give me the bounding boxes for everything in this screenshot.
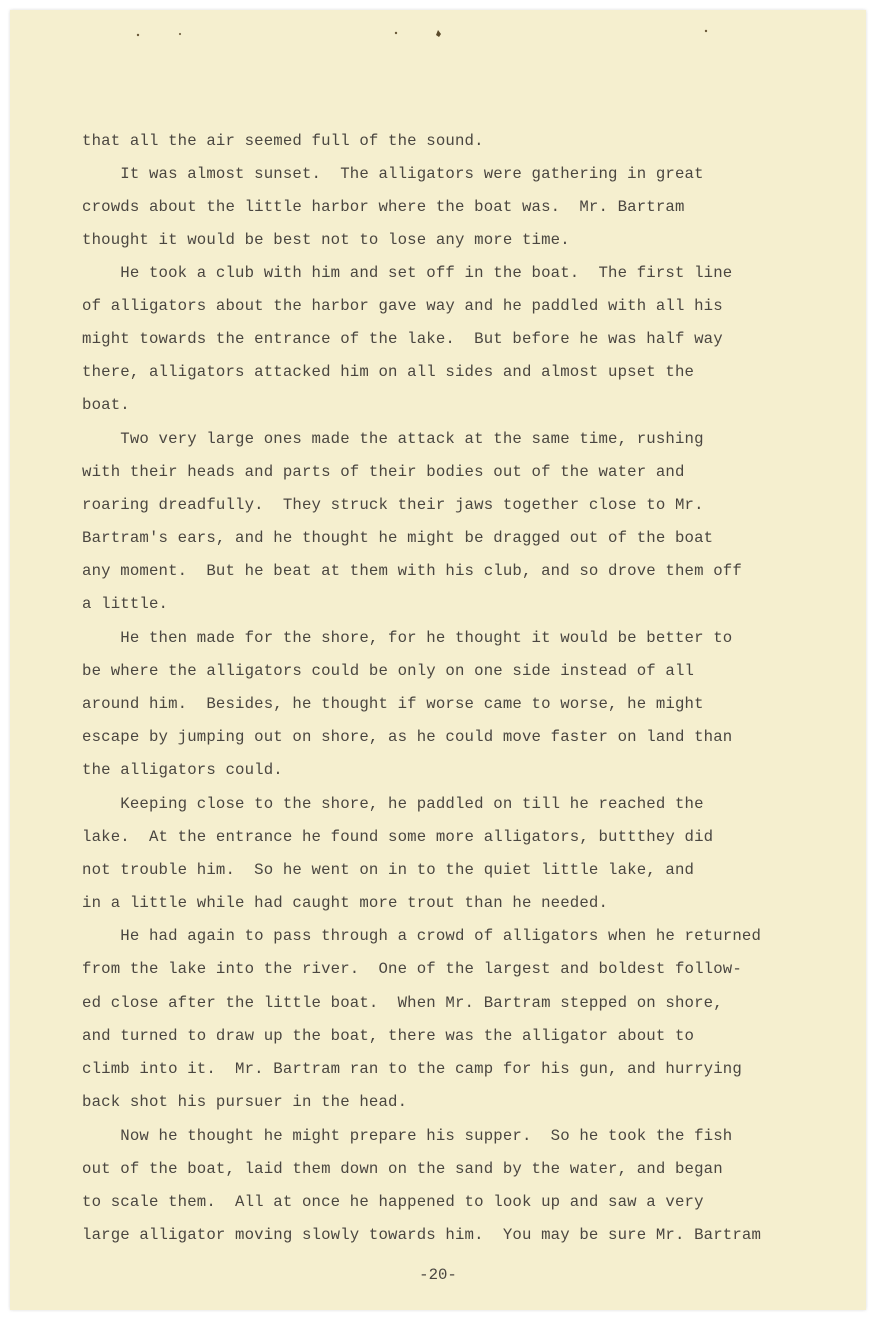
text-line-23: not trouble him. So he went on in to the quiet little lake, and — [82, 861, 695, 879]
text-line-9: boat. — [82, 396, 130, 414]
text-line-30: back shot his pursuer in the head. — [82, 1093, 408, 1111]
text-line-25: He had again to pass through a crowd of alligators when he returned — [82, 927, 762, 945]
text-line-17: be where the alligators could be only on one side instead of all — [82, 662, 695, 680]
paper-specks-decoration — [10, 10, 866, 90]
text-line-7: might towards the entrance of the lake. But before he was half way — [82, 330, 723, 348]
text-line-3: crowds about the little harbor where the boat was. Mr. Bartram — [82, 198, 685, 216]
text-line-10: Two very large ones made the attack at the same time, rushing — [82, 430, 704, 448]
text-line-28: and turned to draw up the boat, there was the alligator about to — [82, 1027, 695, 1045]
text-line-4: thought it would be best not to lose any more time. — [82, 231, 570, 249]
text-line-15: a little. — [82, 595, 169, 613]
text-line-13: Bartram's ears, and he thought he might be dragged out of the boat — [82, 529, 714, 547]
text-line-2: It was almost sunset. The alligators were gathering in great — [82, 165, 704, 183]
document-page — [10, 10, 866, 1310]
text-line-26: from the lake into the river. One of the largest and boldest follow- — [82, 960, 742, 978]
text-line-22: lake. At the entrance he found some more alligators, buttthey did — [82, 828, 714, 846]
text-line-18: around him. Besides, he thought if worse came to worse, he might — [82, 695, 704, 713]
text-line-19: escape by jumping out on shore, as he could move faster on land than — [82, 728, 733, 746]
text-line-33: to scale them. All at once he happened to look up and saw a very — [82, 1193, 704, 1211]
text-line-27: ed close after the little boat. When Mr. Bartram stepped on shore, — [82, 994, 723, 1012]
text-line-24: in a little while had caught more trout than he needed. — [82, 894, 609, 912]
text-line-14: any moment. But he beat at them with his club, and so drove them off — [82, 562, 742, 580]
text-line-29: climb into it. Mr. Bartram ran to the camp for his gun, and hurrying — [82, 1060, 742, 1078]
page-number: -20- — [419, 1266, 457, 1284]
text-line-32: out of the boat, laid them down on the sand by the water, and began — [82, 1160, 723, 1178]
text-line-31: Now he thought he might prepare his supper. So he took the fish — [82, 1127, 733, 1145]
text-line-6: of alligators about the harbor gave way and he paddled with all his — [82, 297, 723, 315]
text-line-20: the alligators could. — [82, 761, 283, 779]
text-line-11: with their heads and parts of their bodies out of the water and — [82, 463, 685, 481]
text-line-16: He then made for the shore, for he thought it would be better to — [82, 629, 733, 647]
text-line-5: He took a club with him and set off in the boat. The first line — [82, 264, 733, 282]
text-line-1: that all the air seemed full of the sound. — [82, 132, 484, 150]
text-line-12: roaring dreadfully. They struck their jaws together close to Mr. — [82, 496, 704, 514]
text-line-34: large alligator moving slowly towards him. You may be sure Mr. Bartram — [82, 1226, 762, 1244]
text-line-21: Keeping close to the shore, he paddled on till he reached the — [82, 795, 704, 813]
text-line-8: there, alligators attacked him on all sides and almost upset the — [82, 363, 695, 381]
